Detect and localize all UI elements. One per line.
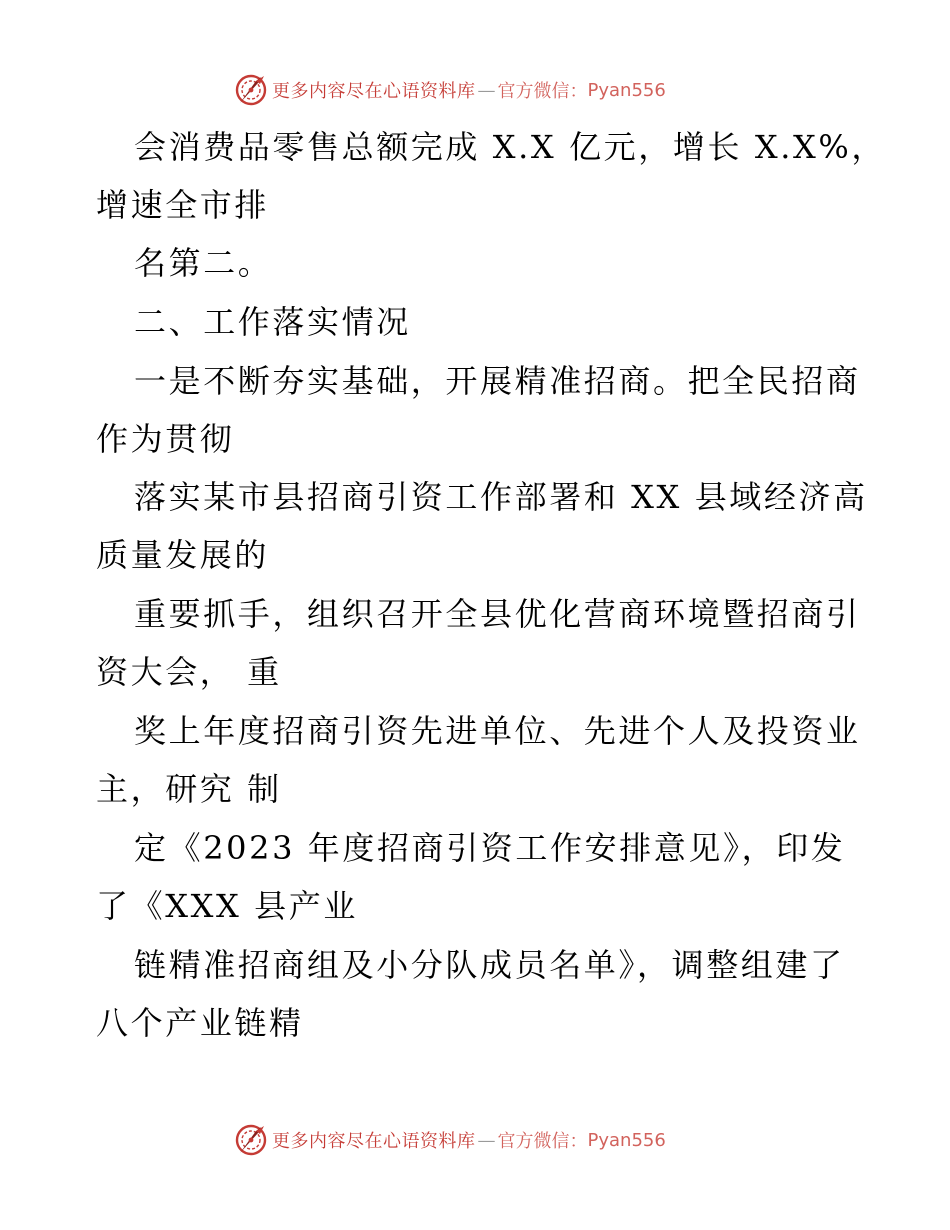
header-site-text: 更多内容尽在心语资料库 <box>272 81 476 102</box>
body-line: 会消费品零售总额完成 X.X 亿元，增长 X.X%， <box>134 128 886 166</box>
body-line: 资大会， 重 <box>96 653 282 691</box>
header-banner <box>234 72 666 108</box>
body-line: 奖上年度招商引资先进单位、先进个人及投资业 <box>134 712 861 750</box>
body-line: 质量发展的 <box>96 536 270 574</box>
body-line: 名第二。 <box>134 244 273 282</box>
body-line: 链精准招商组及小分队成员名单》，调整组建了 <box>134 946 845 984</box>
body-line: 落实某市县招商引资工作部署和 XX 县域经济高 <box>134 478 868 516</box>
quill-pen-logo-icon <box>234 1123 268 1157</box>
quill-pen-logo-icon <box>234 73 268 107</box>
body-line: 主，研究 制 <box>96 770 282 808</box>
body-line: 重要抓手，组织召开全县优化营商环境暨招商引 <box>134 595 861 633</box>
section-heading: 二、工作落实情况 <box>134 303 411 341</box>
footer-wechat-id: Pyan556 <box>587 1129 666 1151</box>
body-line: 一是不断夯实基础，开展精准招商。把全民招商 <box>134 362 861 400</box>
footer-banner <box>234 1122 666 1158</box>
footer-separator: — <box>477 1129 496 1151</box>
header-separator: — <box>477 79 496 101</box>
body-line: 作为贯彻 <box>96 420 235 458</box>
body-line: 了《XXX 县产业 <box>96 887 358 925</box>
body-line: 增速全市排 <box>96 186 270 224</box>
footer-wechat-label: 官方微信： <box>497 1131 588 1152</box>
body-line: 定《2023 年度招商引资工作安排意见》，印发 <box>134 829 846 867</box>
footer-site-text: 更多内容尽在心语资料库 <box>272 1131 476 1152</box>
header-wechat-id: Pyan556 <box>587 79 666 101</box>
header-wechat-label: 官方微信： <box>497 81 588 102</box>
body-line: 八个产业链精 <box>96 1004 304 1042</box>
